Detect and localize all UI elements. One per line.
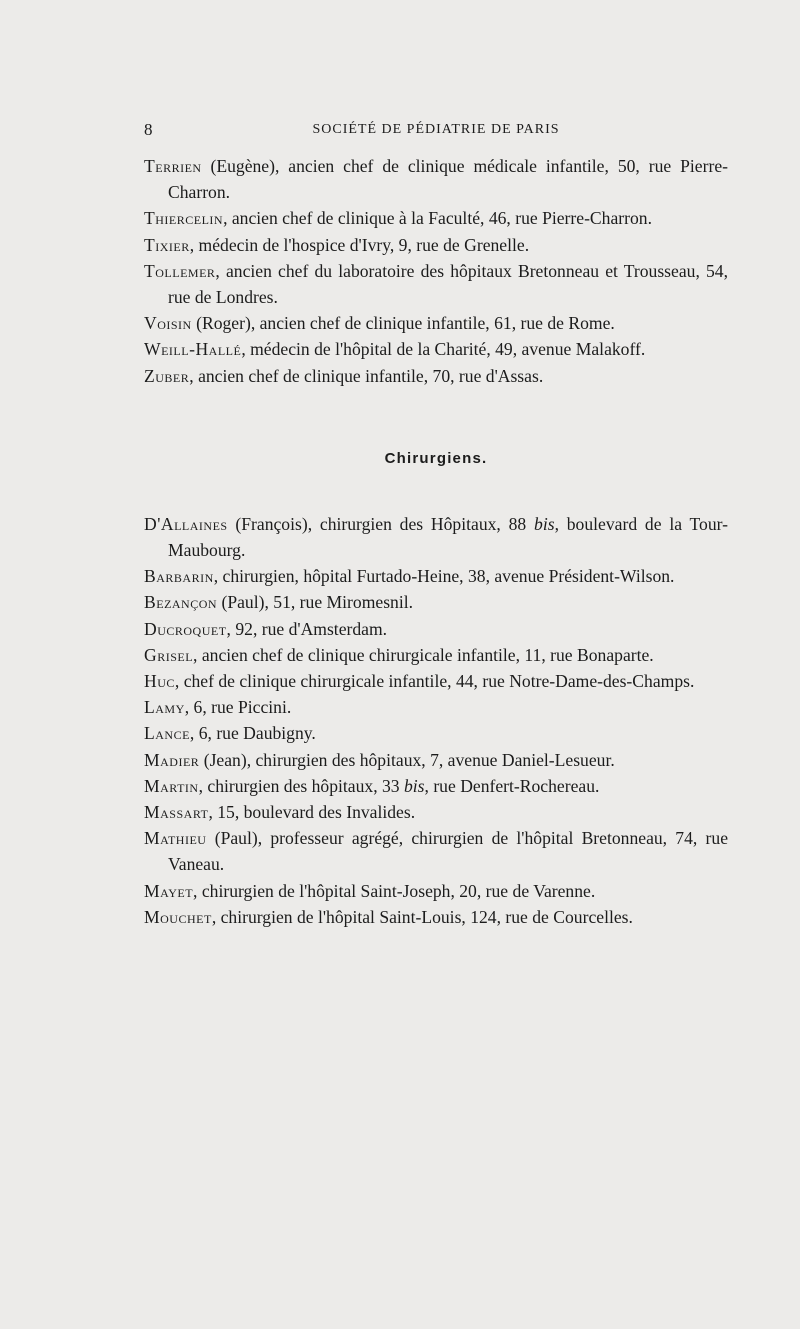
member-details: (Roger), ancien chef de clinique infantile, 61, rue de Rome. bbox=[191, 313, 615, 334]
member-entry bbox=[144, 511, 728, 563]
member-entry bbox=[144, 642, 728, 668]
member-entry bbox=[144, 616, 728, 642]
member-details: , ancien chef de clinique infantile, 70, rue d'Assas. bbox=[189, 365, 544, 386]
member-entry bbox=[144, 799, 728, 825]
member-name: Lance bbox=[144, 723, 190, 744]
member-name: Bezançon bbox=[144, 592, 218, 613]
member-details-continued: , rue Denfert-Rochereau. bbox=[424, 775, 600, 796]
member-entry bbox=[144, 205, 728, 231]
member-details: (Paul), 51, rue Miromesnil. bbox=[217, 592, 414, 613]
member-name: Mathieu bbox=[144, 828, 207, 849]
member-entry bbox=[144, 773, 728, 799]
member-details: , chef de clinique chirurgicale infantile, 44, rue Notre-Dame-des-Champs. bbox=[174, 671, 695, 692]
member-entry bbox=[144, 563, 728, 589]
member-details: (Jean), chirurgien des hôpitaux, 7, avenue Daniel-Lesueur. bbox=[199, 749, 615, 770]
member-name: Thiercelin bbox=[144, 208, 224, 229]
page-header bbox=[144, 120, 728, 142]
member-entry bbox=[144, 310, 728, 336]
member-details: , 6, rue Piccini. bbox=[184, 697, 292, 718]
member-name: Lamy bbox=[144, 697, 185, 718]
member-entry bbox=[144, 747, 728, 773]
member-details: (François), chirurgien des Hôpitaux, 88 bbox=[227, 513, 535, 534]
member-entry bbox=[144, 589, 728, 615]
member-entry bbox=[144, 694, 728, 720]
member-details: , 6, rue Daubigny. bbox=[189, 723, 316, 744]
member-details: , ancien chef de clinique à la Faculté, 46, rue Pierre-Charron. bbox=[223, 208, 652, 229]
member-name: Voisin bbox=[144, 313, 192, 334]
member-details: , ancien chef du laboratoire des hôpitaux Bretonneau et Trousseau, 54, rue de Londres. bbox=[168, 260, 728, 308]
member-entry bbox=[144, 720, 728, 746]
section-title-surgeons: Chirurgiens. bbox=[384, 449, 488, 467]
member-entry bbox=[144, 336, 728, 362]
member-name: Terrien bbox=[144, 156, 202, 176]
member-details: , médecin de l'hospice d'Ivry, 9, rue de Grenelle. bbox=[189, 234, 530, 255]
member-details-continued: , boulevard de la Tour-Maubourg. bbox=[168, 513, 728, 561]
member-details: , médecin de l'hôpital de la Charité, 49, avenue Malakoff. bbox=[241, 339, 646, 360]
address-suffix: bis bbox=[403, 775, 425, 796]
running-head: SOCIÉTÉ DE PÉDIATRIE DE PARIS bbox=[312, 122, 560, 137]
member-entry bbox=[144, 825, 728, 877]
physicians-list bbox=[144, 153, 728, 389]
member-name: Martin bbox=[144, 775, 199, 796]
member-details: , chirurgien, hôpital Furtado-Heine, 38, avenue Président-Wilson. bbox=[213, 566, 675, 587]
member-entry bbox=[144, 904, 728, 930]
member-details: (Eugène), ancien chef de clinique médicale infantile, 50, rue Pierre-Charron. bbox=[168, 156, 728, 203]
member-name: D'Allaines bbox=[144, 513, 228, 534]
member-entry bbox=[144, 878, 728, 904]
member-name: Mayet bbox=[144, 880, 194, 901]
member-name: Tixier bbox=[144, 234, 190, 255]
member-entry bbox=[144, 668, 728, 694]
member-entry bbox=[144, 153, 728, 205]
member-name: Tollemer bbox=[144, 260, 216, 281]
surgeons-list bbox=[144, 511, 728, 930]
member-details: , ancien chef de clinique chirurgicale infantile, 11, rue Bonaparte. bbox=[193, 644, 654, 665]
member-name: Barbarin bbox=[144, 566, 214, 587]
member-name: Zuber bbox=[144, 365, 190, 386]
address-suffix: bis bbox=[534, 513, 555, 534]
member-details: , chirurgien des hôpitaux, 33 bbox=[198, 775, 404, 796]
member-name: Weill-Hallé bbox=[144, 339, 242, 360]
member-name: Madier bbox=[144, 749, 200, 770]
member-details: (Paul), professeur agrégé, chirurgien de l'hôpital Bretonneau, 74, rue Vaneau. bbox=[168, 828, 728, 875]
member-name: Massart bbox=[144, 802, 209, 823]
member-details: , chirurgien de l'hôpital Saint-Joseph, 20, rue de Varenne. bbox=[193, 880, 596, 901]
member-name: Huc bbox=[144, 671, 175, 692]
member-details: , 92, rue d'Amsterdam. bbox=[226, 618, 388, 639]
member-entry bbox=[144, 363, 728, 389]
member-entry bbox=[144, 258, 728, 310]
member-name: Ducroquet bbox=[144, 618, 227, 639]
member-details: , chirurgien de l'hôpital Saint-Louis, 124, rue de Courcelles. bbox=[211, 906, 633, 927]
member-entry bbox=[144, 232, 728, 258]
member-details: , 15, boulevard des Invalides. bbox=[208, 802, 416, 823]
member-name: Mouchet bbox=[144, 906, 212, 927]
page-number: 8 bbox=[144, 120, 153, 139]
member-list bbox=[144, 153, 728, 930]
member-name: Grisel bbox=[144, 644, 194, 665]
